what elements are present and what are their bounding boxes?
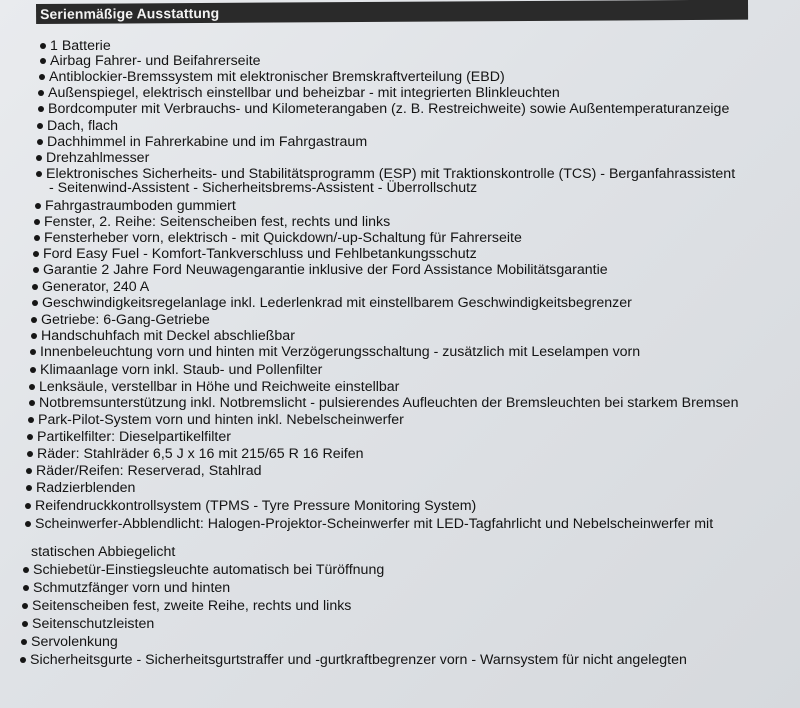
bullet-icon bbox=[33, 251, 39, 257]
bullet-icon bbox=[36, 155, 42, 161]
bullet-icon bbox=[38, 90, 44, 96]
list-item-continuation: - Seitenwind-Assistent - Sicherheitsbrems-Assistent - Überrollschutz bbox=[49, 180, 478, 196]
bullet-icon bbox=[21, 639, 27, 645]
list-item: Sicherheitsgurte - Sicherheitsgurtstraffer und -gurtkraftbegrenzer vorn - Warnsystem für nicht angelegten bbox=[30, 652, 687, 668]
bullet-icon bbox=[30, 367, 36, 373]
bullet-icon bbox=[25, 521, 31, 527]
section-heading: Serienmäßige Ausstattung bbox=[40, 4, 220, 22]
list-item: Schmutzfänger vorn und hinten bbox=[33, 580, 231, 596]
list-item: Park-Pilot-System vorn und hinten inkl. Nebelscheinwerfer bbox=[38, 412, 404, 428]
bullet-icon bbox=[28, 417, 34, 423]
bullet-icon bbox=[22, 621, 28, 627]
bullet-icon bbox=[22, 603, 28, 609]
bullet-icon bbox=[40, 43, 46, 49]
bullet-icon bbox=[32, 300, 38, 306]
list-item: Geschwindigkeitsregelanlage inkl. Lederlenkrad mit einstellbarem Geschwindigkeitsbegrenzer bbox=[42, 295, 632, 311]
list-item: Klimaanlage vorn inkl. Staub- und Pollenfilter bbox=[40, 362, 323, 378]
list-item: Räder/Reifen: Reserverad, Stahlrad bbox=[36, 463, 262, 479]
list-item: Fahrgastraumboden gummiert bbox=[45, 198, 236, 214]
bullet-icon bbox=[37, 139, 43, 145]
list-item: Innenbeleuchtung vorn und hinten mit Verzögerungsschaltung - zusätzlich mit Leselampen vorn bbox=[40, 344, 641, 360]
list-item: Handschuhfach mit Deckel abschließbar bbox=[41, 328, 295, 344]
bullet-icon bbox=[20, 657, 26, 663]
list-item: Notbremsunterstützung inkl. Notbremslicht - pulsierendes Aufleuchten der Bremsleuchten bei starkem Bremsen bbox=[39, 395, 739, 411]
list-item: Dachhimmel in Fahrerkabine und im Fahrgastraum bbox=[47, 134, 368, 150]
bullet-icon bbox=[23, 585, 29, 591]
bullet-icon bbox=[32, 284, 38, 290]
bullet-icon bbox=[27, 451, 33, 457]
list-item: Getriebe: 6-Gang-Getriebe bbox=[41, 312, 210, 328]
list-item: Reifendruckkontrollsystem (TPMS - Tyre Pressure Monitoring System) bbox=[35, 498, 477, 514]
bullet-icon bbox=[37, 123, 43, 129]
bullet-icon bbox=[27, 434, 33, 440]
bullet-icon bbox=[26, 485, 32, 491]
list-item: Dach, flach bbox=[47, 118, 118, 134]
bullet-icon bbox=[39, 74, 45, 80]
bullet-icon bbox=[25, 503, 31, 509]
bullet-icon bbox=[31, 333, 37, 339]
bullet-icon bbox=[36, 171, 42, 177]
list-item: Ford Easy Fuel - Komfort-Tankverschluss und Fehlbetankungsschutz bbox=[43, 246, 477, 262]
list-item: Seitenscheiben fest, zweite Reihe, rechts und links bbox=[32, 598, 352, 614]
bullet-icon bbox=[40, 58, 46, 64]
bullet-icon bbox=[33, 267, 39, 273]
bullet-icon bbox=[30, 349, 36, 355]
list-item: Fensterheber vorn, elektrisch - mit Quickdown/-up-Schaltung für Fahrerseite bbox=[44, 230, 522, 246]
list-item: Räder: Stahlräder 6,5 J x 16 mit 215/65 R 16 Reifen bbox=[37, 446, 364, 462]
list-item: Generator, 240 A bbox=[42, 279, 150, 295]
list-item: Elektronisches Sicherheits- und Stabilitätsprogramm (ESP) mit Traktionskontrolle (TCS) - Berganfahrassistent bbox=[46, 166, 736, 182]
bullet-icon bbox=[29, 384, 35, 390]
list-item: Garantie 2 Jahre Ford Neuwagengarantie inklusive der Ford Assistance Mobilitätsgarantie bbox=[43, 262, 608, 278]
list-item: Servolenkung bbox=[31, 634, 118, 650]
list-item: Fenster, 2. Reihe: Seitenscheiben fest, rechts und links bbox=[44, 214, 391, 230]
list-item: Lenksäule, verstellbar in Höhe und Reichweite einstellbar bbox=[39, 379, 400, 395]
list-item: Außenspiegel, elektrisch einstellbar und beheizbar - mit integrierten Blinkleuchten bbox=[48, 85, 560, 101]
bullet-icon bbox=[23, 567, 29, 573]
bullet-icon bbox=[34, 235, 40, 241]
list-item: Drehzahlmesser bbox=[46, 150, 150, 166]
bullet-icon bbox=[29, 400, 35, 406]
bullet-icon bbox=[34, 219, 40, 225]
list-item: Scheinwerfer-Abblendlicht: Halogen-Projektor-Scheinwerfer mit LED-Tagfahrlicht und Nebelscheinwerfer mit bbox=[35, 516, 714, 532]
list-item: Radzierblenden bbox=[36, 480, 136, 496]
list-item: Partikelfilter: Dieselpartikelfilter bbox=[37, 429, 231, 445]
list-item: Airbag Fahrer- und Beifahrerseite bbox=[50, 53, 261, 69]
bullet-icon bbox=[31, 317, 37, 323]
bullet-icon bbox=[38, 106, 44, 112]
list-item: Antiblockier-Bremssystem mit elektronischer Bremskraftverteilung (EBD) bbox=[49, 69, 505, 85]
bullet-icon bbox=[35, 203, 41, 209]
list-item-continuation: statischen Abbiegelicht bbox=[31, 544, 176, 560]
bullet-icon bbox=[26, 468, 32, 474]
list-item: 1 Batterie bbox=[50, 38, 111, 54]
list-item: Schiebetür-Einstiegsleuchte automatisch bei Türöffnung bbox=[33, 562, 385, 578]
list-item: Bordcomputer mit Verbrauchs- und Kilometerangaben (z. B. Restreichweite) sowie Außentemperaturanzeige bbox=[48, 101, 730, 117]
list-item: Seitenschutzleisten bbox=[32, 616, 155, 632]
